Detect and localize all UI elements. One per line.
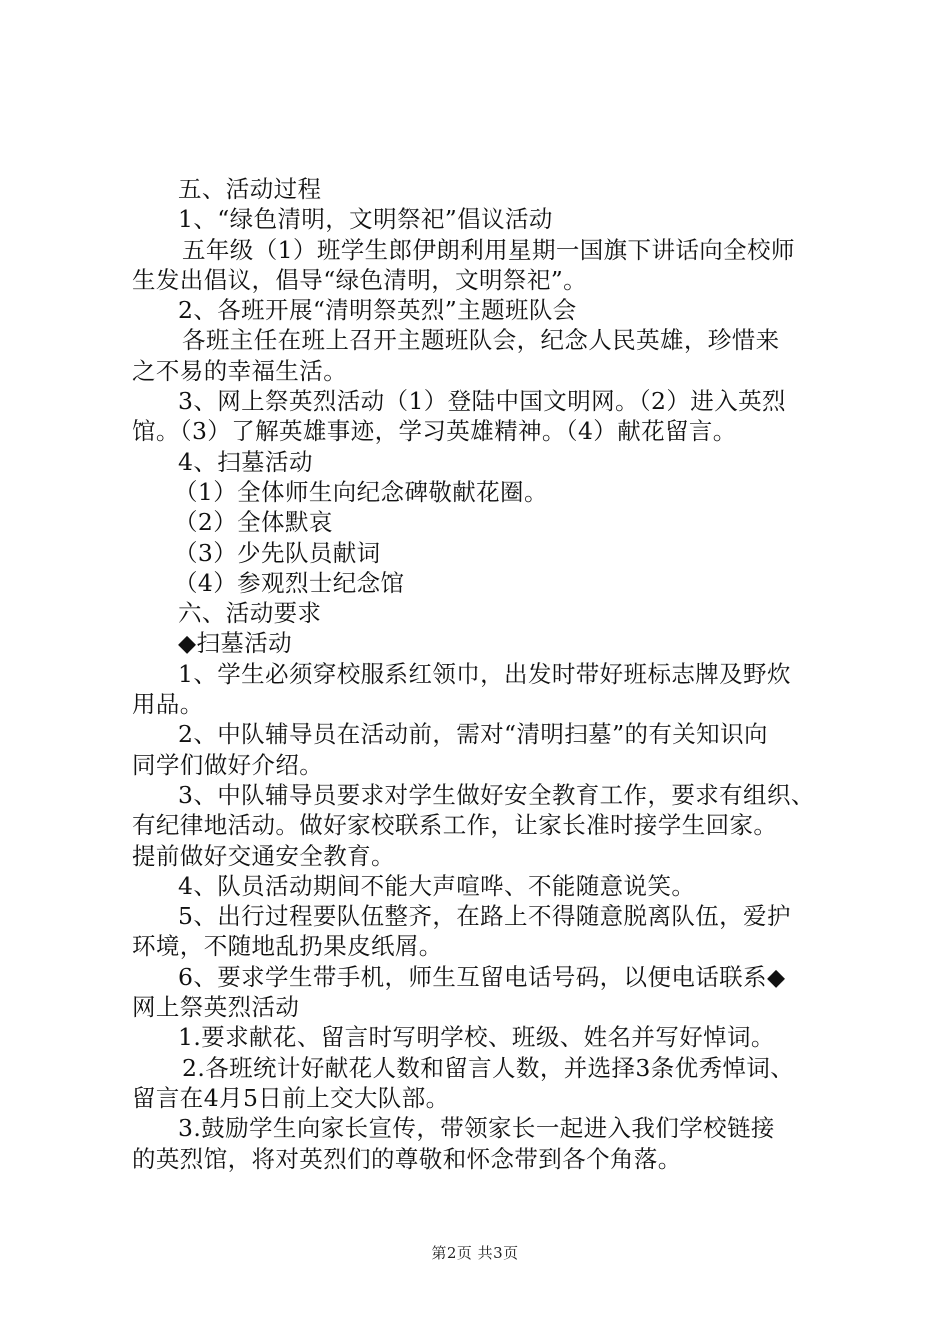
paragraph-line: （1）全体师生向纪念碑敬献花圈。 bbox=[174, 477, 548, 506]
paragraph-line: 有纪律地活动。做好家校联系工作，让家长准时接学生回家。 bbox=[132, 811, 778, 840]
paragraph-line: 五、活动过程 bbox=[178, 175, 322, 203]
paragraph-line: 五年级（1）班学生郎伊朗利用星期一国旗下讲话向全校师 bbox=[182, 235, 795, 264]
paragraph-line: 环境，不随地乱扔果皮纸屑。 bbox=[132, 932, 443, 961]
paragraph-line: 留言在4月5日前上交大队部。 bbox=[132, 1083, 450, 1112]
paragraph-line: ◆扫墓活动 bbox=[178, 629, 293, 658]
paragraph-line: 2.各班统计好献花人数和留言人数，并选择3条优秀悼词、 bbox=[182, 1053, 795, 1082]
page-footer: 第2页 共3页 bbox=[431, 1244, 519, 1262]
paragraph-line: 之不易的幸福生活。 bbox=[132, 356, 348, 385]
paragraph-line: 六、活动要求 bbox=[178, 599, 322, 628]
paragraph-line: 6、要求学生带手机，师生互留电话号码，以便电话联系◆ bbox=[178, 962, 786, 991]
paragraph-line: 的英烈馆，将对英烈们的尊敬和怀念带到各个角落。 bbox=[132, 1144, 682, 1173]
paragraph-line: 4、队员活动期间不能大声喧哗、不能随意说笑。 bbox=[178, 871, 696, 900]
paragraph-line: （4）参观烈士纪念馆 bbox=[174, 568, 405, 597]
paragraph-line: 网上祭英烈活动 bbox=[132, 993, 300, 1022]
paragraph-line: 3、网上祭英烈活动（1）登陆中国文明网。（2）进入英烈 bbox=[178, 387, 786, 416]
paragraph-line: 2、中队辅导员在活动前，需对“清明扫墓”的有关知识向 bbox=[178, 720, 768, 749]
paragraph-line: 2、各班开展“清明祭英烈”主题班队会 bbox=[178, 296, 577, 325]
paragraph-line: 3、中队辅导员要求对学生做好安全教育工作，要求有组织、 bbox=[178, 780, 815, 809]
paragraph-line: 4、扫墓活动 bbox=[178, 447, 313, 476]
paragraph-line: 1、“绿色清明，文明祭祀”倡议活动 bbox=[178, 205, 553, 234]
paragraph-line: 3.鼓励学生向家长宣传，带领家长一起进入我们学校链接 bbox=[178, 1114, 775, 1143]
paragraph-line: 馆。（3）了解英雄事迹，学习英雄精神。（4）献花留言。 bbox=[132, 417, 737, 446]
paragraph-line: 用品。 bbox=[132, 690, 204, 719]
paragraph-line: 1、学生必须穿校服系红领巾，出发时带好班标志牌及野炊 bbox=[178, 659, 791, 688]
paragraph-line: 5、出行过程要队伍整齐，在路上不得随意脱离队伍，爱护 bbox=[178, 902, 791, 931]
paragraph-line: （3）少先队员献词 bbox=[174, 538, 381, 567]
paragraph-line: 同学们做好介绍。 bbox=[132, 750, 324, 779]
document-body bbox=[132, 174, 832, 1174]
paragraph-line: 提前做好交通安全教育。 bbox=[132, 841, 395, 870]
paragraph-line: （2）全体默哀 bbox=[174, 508, 333, 537]
paragraph-line: 生发出倡议，倡导“绿色清明，文明祭祀”。 bbox=[132, 265, 588, 294]
paragraph-line: 1.要求献花、留言时写明学校、班级、姓名并写好悼词。 bbox=[178, 1023, 775, 1052]
paragraph-line: 各班主任在班上召开主题班队会，纪念人民英雄，珍惜来 bbox=[182, 326, 780, 355]
